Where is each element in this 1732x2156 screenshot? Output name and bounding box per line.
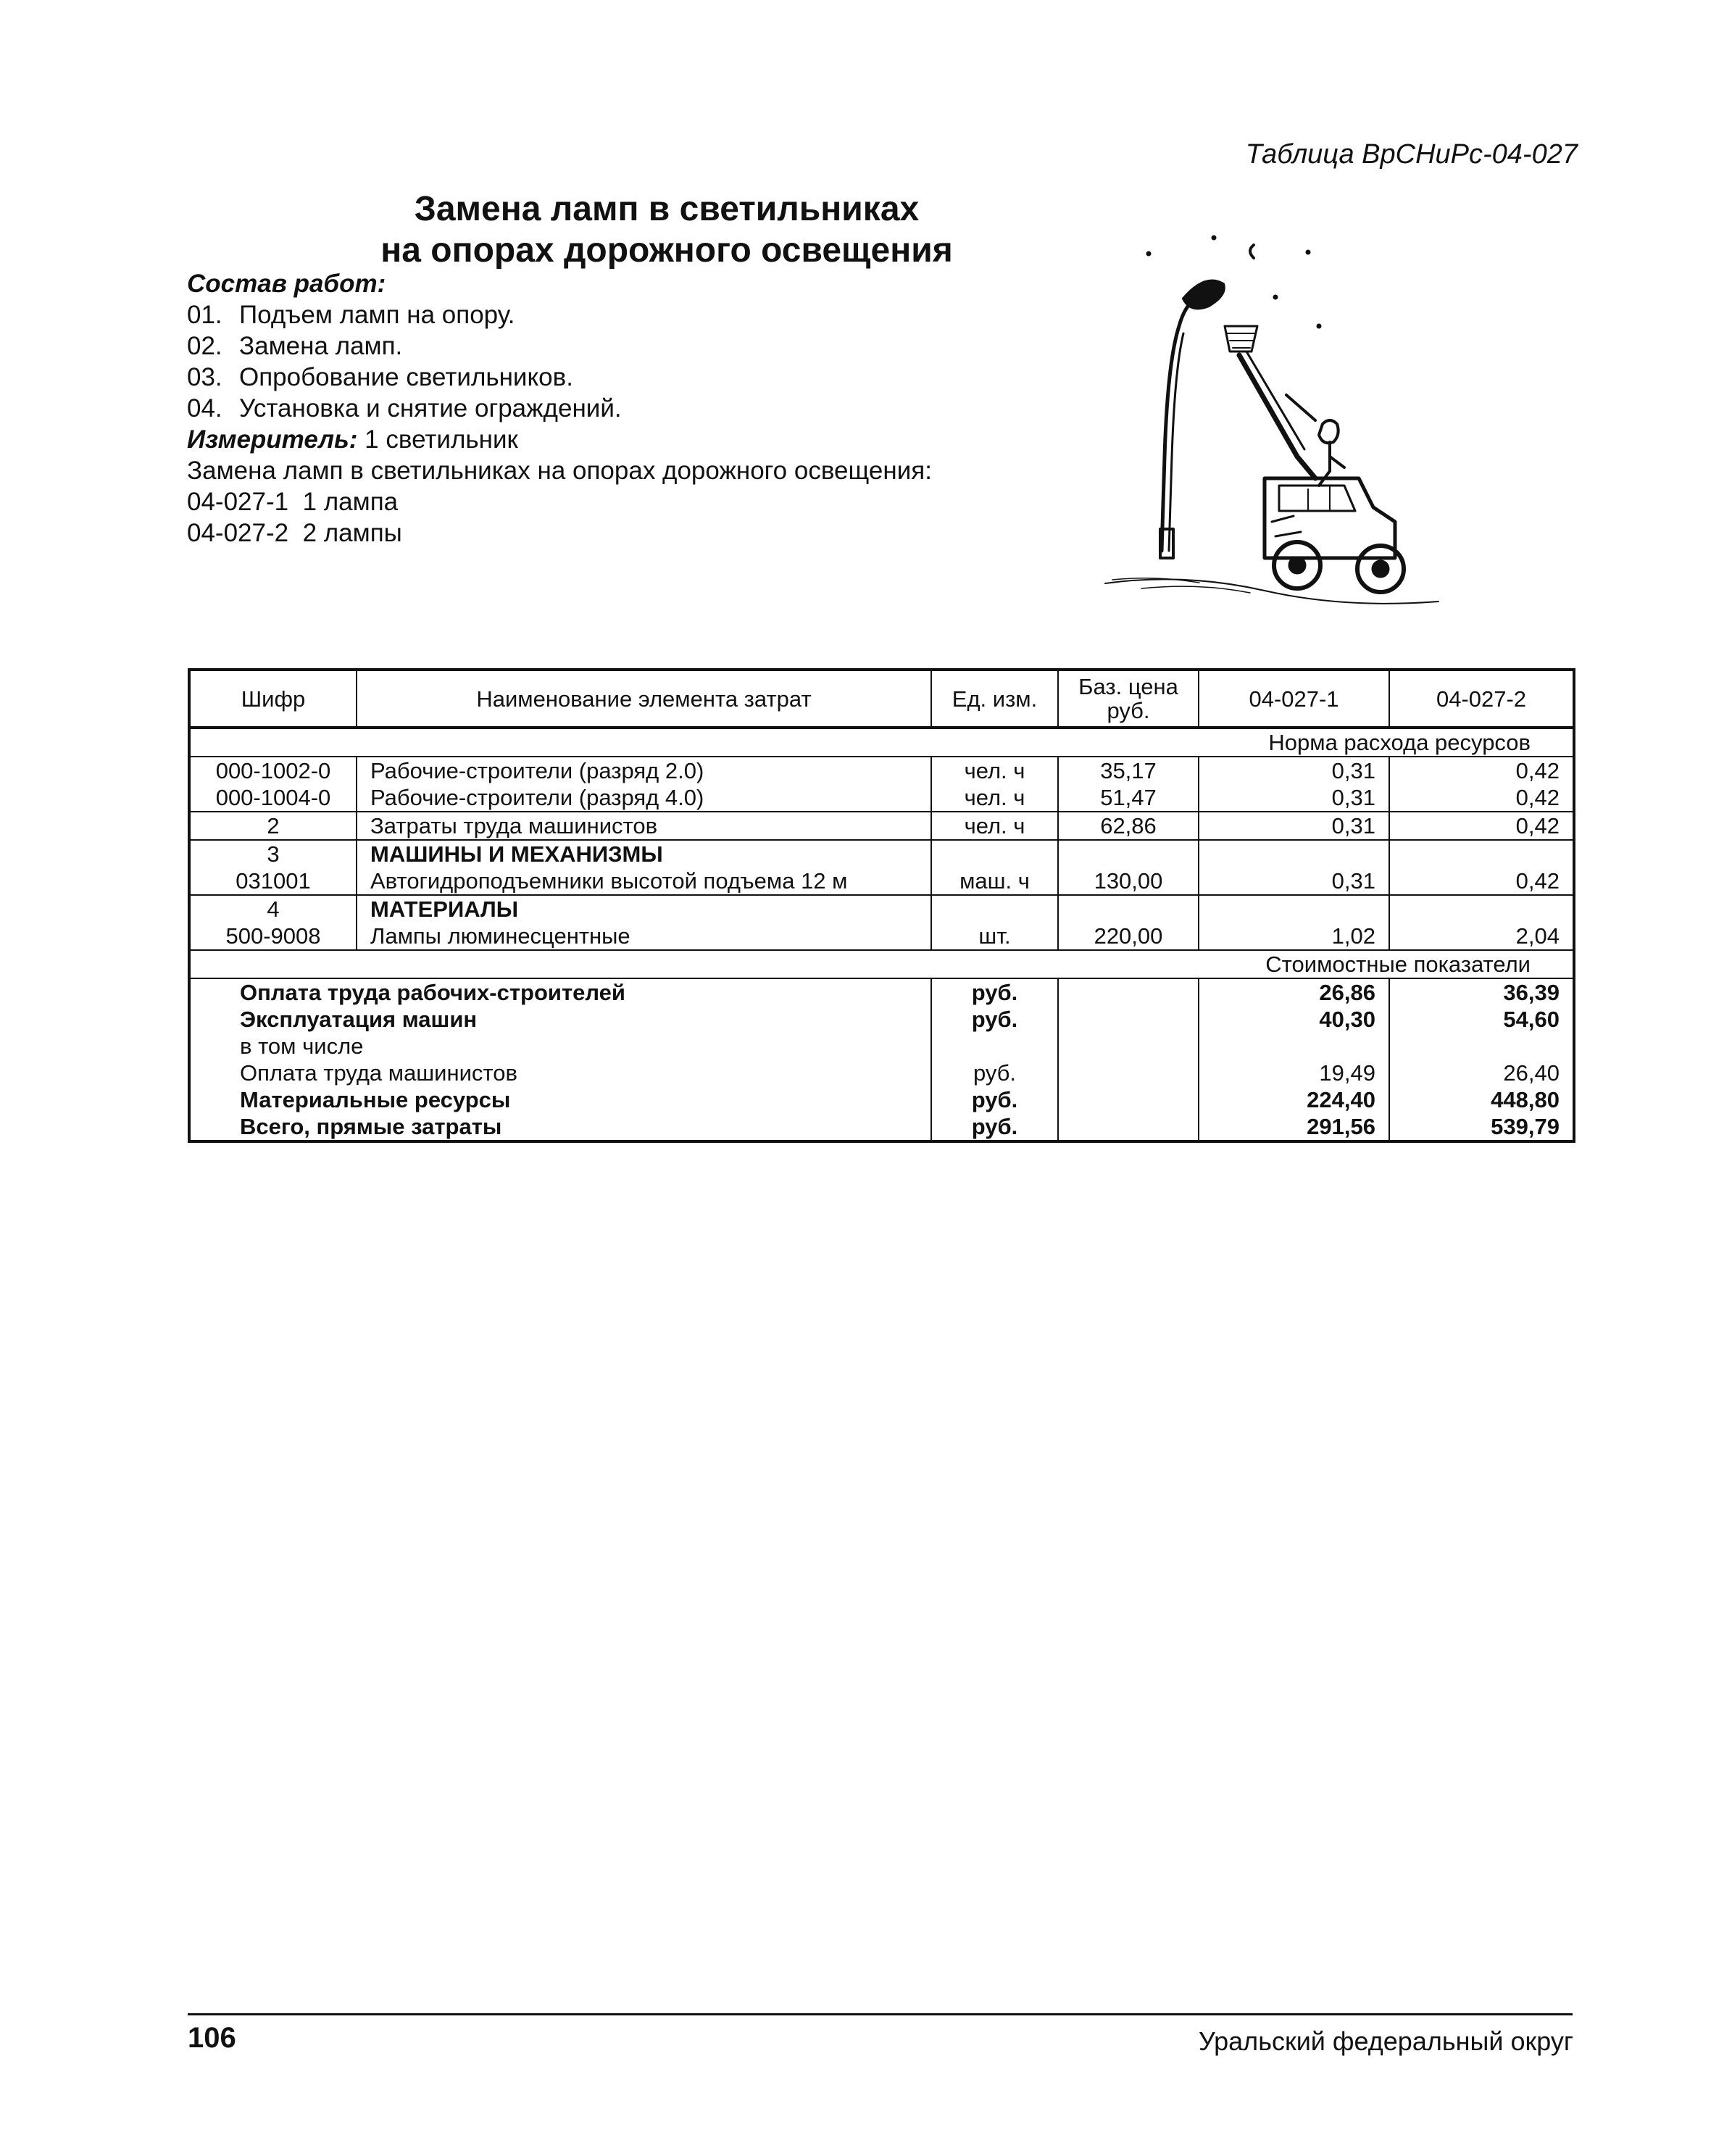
total-unit: руб. (931, 978, 1058, 1006)
composition-item (187, 362, 932, 393)
cell-v2: 0,42 (1389, 812, 1574, 840)
total-label: Оплата труда рабочих-строителей (189, 978, 931, 1006)
table-header-row (189, 670, 1574, 728)
cell-name: Рабочие-строители (разряд 2.0) (357, 757, 931, 784)
section-row (189, 950, 1574, 978)
total-unit: руб. (931, 1113, 1058, 1141)
cell-name: Автогидроподъемники высотой подъема 12 м (357, 867, 931, 895)
total-unit: руб. (931, 1006, 1058, 1033)
variant-code: 04-027-1 (187, 488, 289, 516)
cell-code: 000-1002-0 (189, 757, 357, 784)
cell-name: МАТЕРИАЛЫ (357, 895, 931, 923)
cell-v1: 0,31 (1199, 867, 1389, 895)
header-col1: 04-027-1 (1199, 670, 1389, 728)
item-text: Замена ламп. (239, 332, 403, 360)
item-number: 04. (187, 394, 222, 423)
cell-v2: 0,42 (1389, 757, 1574, 784)
item-number: 02. (187, 332, 222, 360)
item-text: Подъем ламп на опору. (239, 301, 515, 329)
header-col2: 04-027-2 (1389, 670, 1574, 728)
cell-v2: 2,04 (1389, 923, 1574, 950)
cell-name: Рабочие-строители (разряд 4.0) (357, 784, 931, 812)
cell-name: МАШИНЫ И МЕХАНИЗМЫ (357, 840, 931, 867)
work-composition (187, 268, 932, 549)
variant-text: 2 лампы (302, 519, 402, 547)
meter-label: Измеритель: (187, 425, 358, 454)
page-number: 106 (188, 2022, 236, 2054)
total-v2: 54,60 (1389, 1006, 1574, 1033)
total-label: Эксплуатация машин (240, 1007, 478, 1032)
total-label: Материальные ресурсы (240, 1087, 511, 1112)
meter-value: 1 светильник (357, 425, 518, 454)
cell-unit: маш. ч (931, 867, 1058, 895)
table-row (189, 757, 1574, 784)
cost-section-label: Стоимостные показатели (189, 950, 1574, 978)
item-number: 03. (187, 363, 222, 391)
cell-v1: 1,02 (1199, 923, 1389, 950)
total-v2: 539,79 (1389, 1113, 1574, 1141)
composition-heading: Состав работ: (187, 270, 386, 298)
total-unit: руб. (931, 1086, 1058, 1113)
table-reference: Таблица ВрСНиРс-04-027 (1245, 139, 1578, 170)
table-group-row (189, 840, 1574, 867)
table-row (189, 923, 1574, 950)
cell-code: 031001 (236, 868, 311, 894)
page-title (333, 188, 1000, 271)
cell-price: 62,86 (1058, 812, 1199, 840)
cell-code: 2 (189, 812, 357, 840)
header-code: Шифр (189, 670, 357, 728)
cell-v1: 0,31 (1199, 812, 1389, 840)
footer-region: Уральский федеральный округ (1198, 2026, 1573, 2056)
cell-price: 35,17 (1058, 757, 1199, 784)
total-label: в том числе (240, 1033, 364, 1059)
cell-unit: шт. (931, 923, 1058, 950)
variant-line (187, 486, 932, 517)
cell-unit: чел. ч (931, 757, 1058, 784)
total-label: Оплата труда машинистов (240, 1060, 517, 1086)
composition-item (187, 299, 932, 330)
cell-v2: 0,42 (1389, 784, 1574, 812)
total-v2: 36,39 (1389, 978, 1574, 1006)
item-number: 01. (187, 301, 222, 329)
total-row (189, 1086, 1574, 1113)
cell-name: Затраты труда машинистов (357, 812, 931, 840)
cell-v1: 0,31 (1199, 757, 1389, 784)
total-row (189, 978, 1574, 1006)
cell-price: 130,00 (1058, 867, 1199, 895)
cell-v1: 0,31 (1199, 784, 1389, 812)
section-row (189, 728, 1574, 757)
total-row (189, 1113, 1574, 1141)
total-v2: 26,40 (1389, 1060, 1574, 1086)
table-row (189, 812, 1574, 840)
meter-line (187, 424, 932, 455)
total-v1: 224,40 (1199, 1086, 1389, 1113)
cell-unit: чел. ч (931, 784, 1058, 812)
cell-code: 000-1004-0 (215, 785, 331, 810)
composition-item (187, 393, 932, 424)
table-group-row (189, 895, 1574, 923)
cell-name: Лампы люминесцентные (357, 923, 931, 950)
total-row (189, 1060, 1574, 1086)
cell-price: 220,00 (1058, 923, 1199, 950)
cell-code: 500-9008 (225, 923, 321, 949)
title-line-1: Замена ламп в светильниках (414, 190, 920, 228)
total-row (189, 1006, 1574, 1033)
table-row (189, 867, 1574, 895)
header-name: Наименование элемента затрат (357, 670, 931, 728)
lift-truck-illustration (1098, 217, 1446, 609)
composition-item (187, 330, 932, 362)
total-v1: 19,49 (1199, 1060, 1389, 1086)
table-row (189, 784, 1574, 812)
item-text: Опробование светильников. (239, 363, 573, 391)
total-unit: руб. (931, 1060, 1058, 1086)
total-v1: 291,56 (1199, 1113, 1389, 1141)
variant-code: 04-027-2 (187, 519, 289, 547)
footer-divider (188, 2013, 1573, 2015)
cell-code: 3 (189, 840, 357, 867)
total-v1: 40,30 (1199, 1006, 1389, 1033)
total-row (189, 1033, 1574, 1060)
norm-section-label: Норма расхода ресурсов (1268, 730, 1531, 755)
cell-v2: 0,42 (1389, 867, 1574, 895)
cell-price: 51,47 (1058, 784, 1199, 812)
total-v2: 448,80 (1389, 1086, 1574, 1113)
header-unit: Ед. изм. (931, 670, 1058, 728)
header-price: Баз. цена руб. (1058, 670, 1199, 728)
resource-cost-table (188, 668, 1575, 1143)
variant-line (187, 517, 932, 549)
variant-text: 1 лампа (302, 488, 399, 516)
variants-intro: Замена ламп в светильниках на опорах дорожного освещения: (187, 457, 932, 485)
cell-unit: чел. ч (931, 812, 1058, 840)
item-text: Установка и снятие ограждений. (239, 394, 622, 423)
total-label: Всего, прямые затраты (240, 1114, 502, 1139)
title-line-2: на опорах дорожного освещения (380, 231, 953, 270)
total-v1: 26,86 (1199, 978, 1389, 1006)
cell-code: 4 (189, 895, 357, 923)
